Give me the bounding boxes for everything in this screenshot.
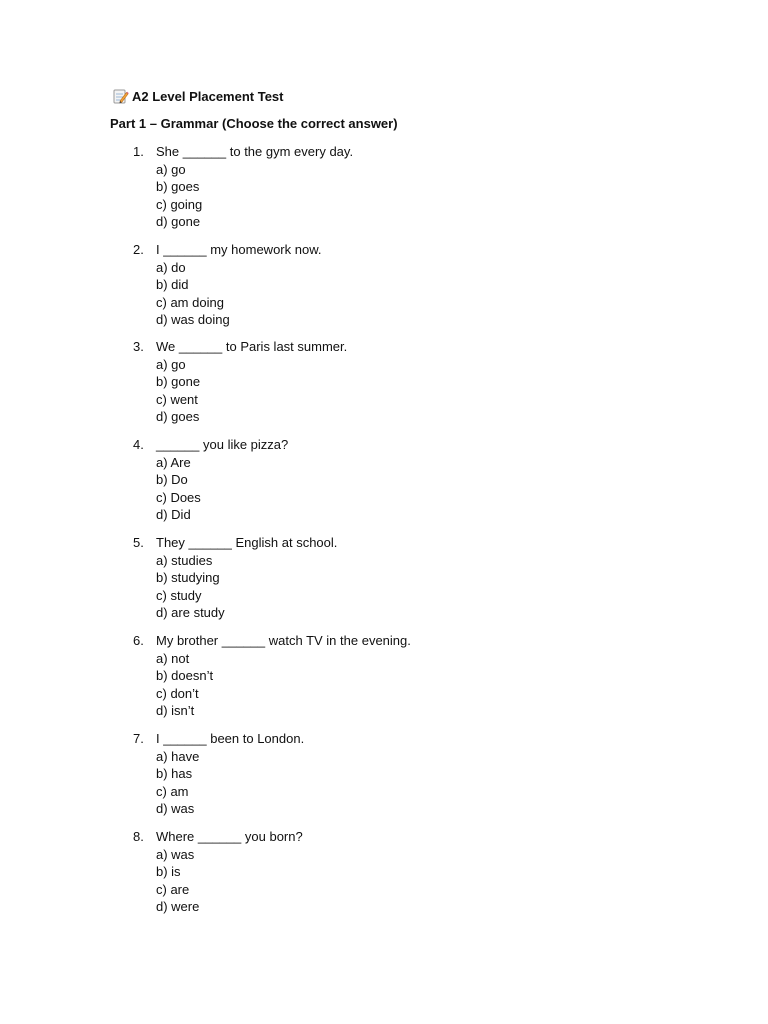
answer-option: a) studies	[156, 552, 213, 568]
answer-options	[156, 454, 201, 524]
answer-option: a) have	[156, 748, 200, 764]
answer-option: b) Do	[156, 472, 188, 488]
question-number: 8.	[133, 829, 144, 844]
answer-option: c) Does	[156, 489, 201, 505]
answer-option: c) going	[156, 196, 203, 212]
answer-option: c) am doing	[156, 294, 224, 310]
question-number: 6.	[133, 633, 144, 648]
answer-option: d) Did	[156, 507, 191, 523]
question-text: We ______ to Paris last summer.	[156, 339, 348, 354]
answer-options	[156, 650, 213, 720]
answer-option: c) are	[156, 881, 190, 897]
answer-option: a) was	[156, 846, 195, 862]
document-title	[112, 87, 284, 105]
question-number: 7.	[133, 731, 144, 746]
question-number: 1.	[133, 144, 144, 159]
answer-option: c) study	[156, 587, 202, 603]
question-text: I ______ my homework now.	[156, 242, 322, 257]
question-number: 5.	[133, 535, 144, 550]
answer-options	[156, 259, 230, 329]
answer-option: b) goes	[156, 179, 200, 195]
answer-option: d) isn’t	[156, 703, 195, 719]
document-title-text: A2 Level Placement Test	[132, 88, 284, 104]
answer-option: d) were	[156, 899, 200, 915]
answer-option: a) do	[156, 259, 186, 275]
question-text: Where ______ you born?	[156, 829, 303, 844]
answer-option: b) studying	[156, 570, 220, 586]
question-text: They ______ English at school.	[156, 535, 338, 550]
answer-option: a) Are	[156, 454, 191, 470]
answer-options	[156, 356, 200, 426]
answer-option: b) did	[156, 277, 189, 293]
answer-option: b) has	[156, 766, 193, 782]
answer-option: c) don’t	[156, 685, 199, 701]
question-number: 2.	[133, 242, 144, 257]
answer-option: a) not	[156, 650, 190, 666]
question-text: I ______ been to London.	[156, 731, 305, 746]
answer-option: c) am	[156, 783, 189, 799]
answer-option: d) gone	[156, 214, 201, 230]
answer-option: d) are study	[156, 605, 225, 621]
answer-option: d) was doing	[156, 312, 230, 328]
answer-option: b) gone	[156, 374, 201, 390]
memo-icon	[112, 88, 129, 105]
answer-options	[156, 748, 199, 818]
answer-option: c) went	[156, 391, 198, 407]
part-heading: Part 1 – Grammar (Choose the correct answer)	[110, 116, 398, 131]
answer-options	[156, 552, 225, 622]
question-text: My brother ______ watch TV in the evening.	[156, 633, 411, 648]
question-text: ______ you like pizza?	[156, 437, 289, 452]
answer-option: d) was	[156, 801, 195, 817]
answer-option: a) go	[156, 356, 186, 372]
answer-option: b) doesn’t	[156, 668, 214, 684]
answer-options	[156, 846, 199, 916]
question-text: She ______ to the gym every day.	[156, 144, 354, 159]
answer-options	[156, 161, 202, 231]
answer-option: b) is	[156, 864, 181, 880]
question-number: 4.	[133, 437, 144, 452]
answer-option: d) goes	[156, 409, 200, 425]
answer-option: a) go	[156, 161, 186, 177]
question-number: 3.	[133, 339, 144, 354]
